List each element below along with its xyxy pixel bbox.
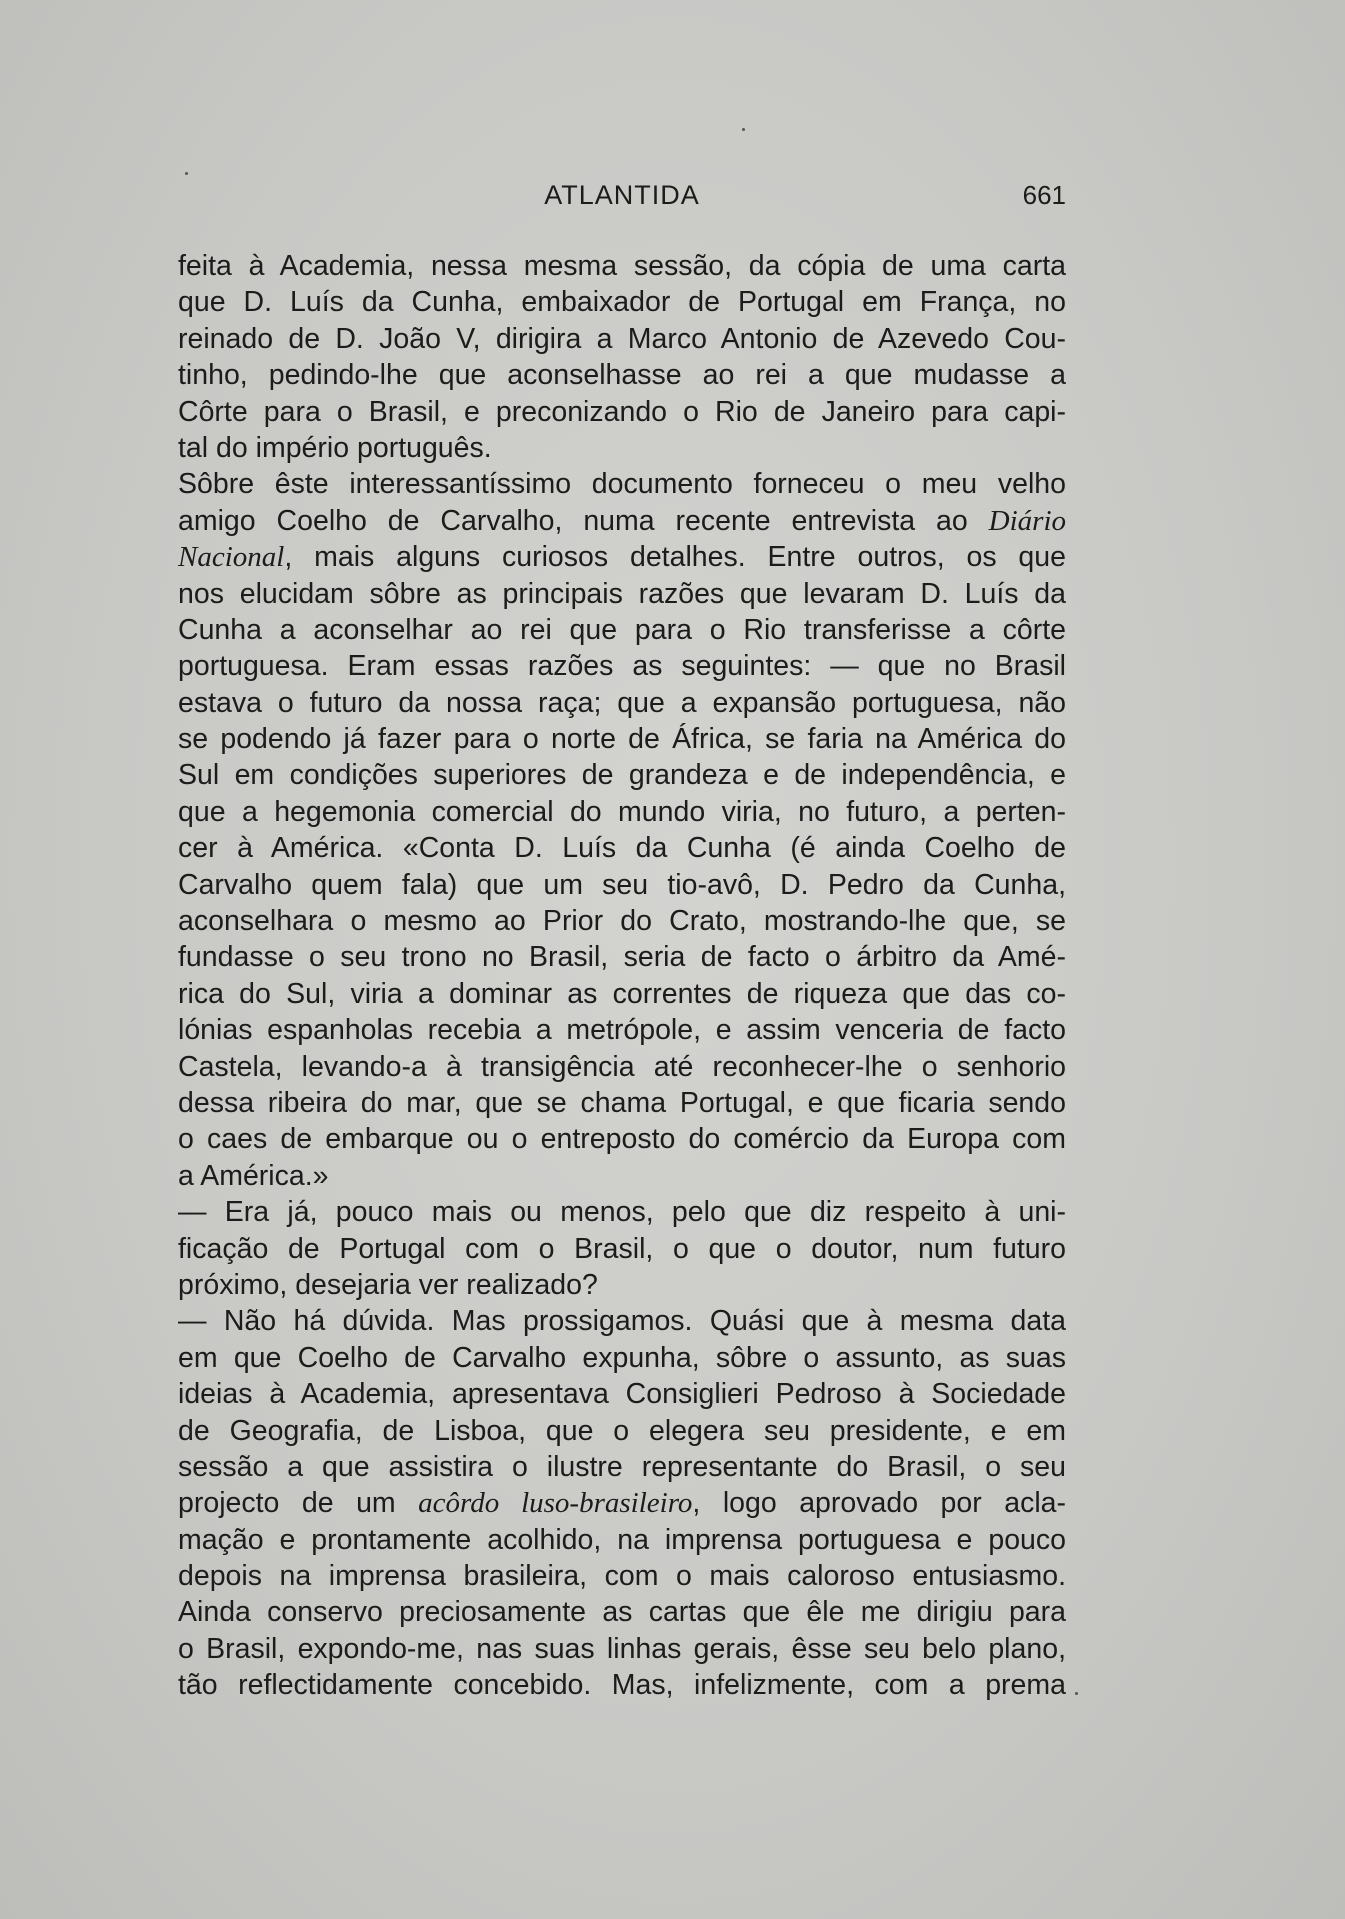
text-line [178,1158,1066,1194]
text-run: próximo, desejaria ver realizado? [178,1268,598,1301]
text-run: — Era já, pouco mais ou menos, pelo que diz respeito à uni- [178,1196,1066,1229]
text-line [178,685,1066,721]
text-line [178,1012,1066,1048]
text-line [178,503,1066,539]
text-line [178,1085,1066,1121]
text-line [178,721,1066,757]
text-run: nos elucidam sôbre as principais razões que levaram D. Luís da [178,577,1066,610]
text-line [178,939,1066,975]
text-line [178,321,1066,357]
text-line [178,576,1066,612]
text-run: , logo aprovado por acla- [692,1487,1066,1520]
text-run: o caes de embarque ou o entreposto do comércio da Europa com [178,1123,1066,1156]
text-run: rica do Sul, viria a dominar as correntes de riqueza que das co- [178,977,1066,1010]
text-line [178,394,1066,430]
text-run: Ainda conservo preciosamente as cartas que êle me dirigiu para [178,1596,1066,1629]
text-run: se podendo já fazer para o norte de África, se faria na América do [178,723,1066,756]
text-line [178,1522,1066,1558]
text-run: aconselhara o mesmo ao Prior do Crato, mostrando-lhe que, se [178,905,1066,938]
text-run: dessa ribeira do mar, que se chama Portugal, e que ficaria sendo [178,1086,1066,1119]
text-line [178,1413,1066,1449]
text-run: amigo Coelho de Carvalho, numa recente entrevista ao [178,504,989,537]
text-run: reinado de D. João V, dirigira a Marco Antonio de Azevedo Cou- [178,322,1066,355]
text-line [178,612,1066,648]
text-line [178,466,1066,502]
text-line [178,430,1066,466]
text-run: Côrte para o Brasil, e preconizando o Rio de Janeiro para capi- [178,395,1066,428]
text-run: feita à Academia, nessa mesma sessão, da cópia de uma carta [178,250,1066,282]
text-run: tinho, pedindo-lhe que aconselhasse ao rei a que mudasse a [178,359,1066,392]
paper-speck [742,128,745,131]
text-line [178,1449,1066,1485]
text-run: estava o futuro da nossa raça; que a expansão portuguesa, não [178,686,1066,719]
text-run: tal do império português. [178,431,492,464]
italic-title: Diário [988,504,1066,537]
text-line [178,1667,1066,1703]
text-run: em que Coelho de Carvalho expunha, sôbre o assunto, as suas [178,1341,1066,1374]
text-run: Castela, levando-a à transigência até reconhecer-lhe o senhorio [178,1050,1066,1083]
text-line [178,357,1066,393]
text-run: Carvalho quem fala) que um seu tio-avô, D. Pedro da Cunha, [178,868,1066,901]
text-line [178,1340,1066,1376]
running-head [178,180,1066,220]
text-line [178,1267,1066,1303]
text-run: tão reflectidamente concebido. Mas, infelizmente, com a prema [178,1669,1066,1702]
text-run: Cunha a aconselhar ao rei que para o Rio transferisse a côrte [178,613,1066,646]
page-number: 661 [1022,180,1066,210]
text-line [178,1121,1066,1157]
text-run: de Geografia, de Lisboa, que o elegera seu presidente, e em [178,1414,1066,1447]
text-run: Sôbre êste interessantíssimo documento forneceu o meu velho [178,468,1066,501]
text-line [178,648,1066,684]
text-line [178,284,1066,320]
text-line [178,867,1066,903]
text-line [178,830,1066,866]
text-run: projecto de um [178,1487,419,1520]
text-line [178,1194,1066,1230]
text-line [178,1049,1066,1085]
italic-title: acôrdo luso-brasileiro [418,1487,693,1520]
text-run: ficação de Portugal com o Brasil, o que o doutor, num futuro [178,1232,1066,1265]
text-run: , mais alguns curiosos detalhes. Entre outros, os que [284,541,1066,574]
text-line [178,539,1066,575]
paper-speck [185,172,188,175]
text-line [178,1594,1066,1630]
text-run: lónias espanholas recebia a metrópole, e assim venceria de facto [178,1014,1066,1047]
text-run: que a hegemonia comercial do mundo viria, no futuro, a perten- [178,795,1066,828]
text-run: sessão a que assistira o ilustre representante do Brasil, o seu [178,1450,1066,1483]
text-run: mação e prontamente acolhido, na imprensa portuguesa e pouco [178,1523,1066,1556]
paper-speck [1075,1692,1078,1695]
text-run: Sul em condições superiores de grandeza e de independência, e [178,759,1066,792]
text-run: cer à América. «Conta D. Luís da Cunha (é ainda Coelho de [178,832,1066,865]
text-line [178,1231,1066,1267]
text-run: que D. Luís da Cunha, embaixador de Portugal em França, no [178,286,1066,319]
text-line [178,794,1066,830]
text-run: depois na imprensa brasileira, com o mais caloroso entusiasmo. [178,1560,1066,1593]
text-line [178,757,1066,793]
text-line [178,1558,1066,1594]
text-run: ideias à Academia, apresentava Consiglieri Pedroso à Sociedade [178,1378,1066,1411]
running-title: ATLANTIDA [544,180,700,210]
body-text [178,248,1066,1704]
text-line [178,248,1066,284]
text-run: portuguesa. Eram essas razões as seguintes: — que no Brasil [178,650,1066,683]
text-line [178,1631,1066,1667]
text-run: a América.» [178,1159,329,1192]
text-line [178,1303,1066,1339]
italic-title: Nacional [178,541,285,574]
text-run: o Brasil, expondo-me, nas suas linhas gerais, êsse seu belo plano, [178,1632,1066,1665]
text-line [178,903,1066,939]
text-line [178,976,1066,1012]
text-run: fundasse o seu trono no Brasil, seria de facto o árbitro da Amé- [178,941,1066,974]
text-line [178,1485,1066,1521]
text-line [178,1376,1066,1412]
text-run: — Não há dúvida. Mas prossigamos. Quási que à mesma data [178,1305,1066,1338]
